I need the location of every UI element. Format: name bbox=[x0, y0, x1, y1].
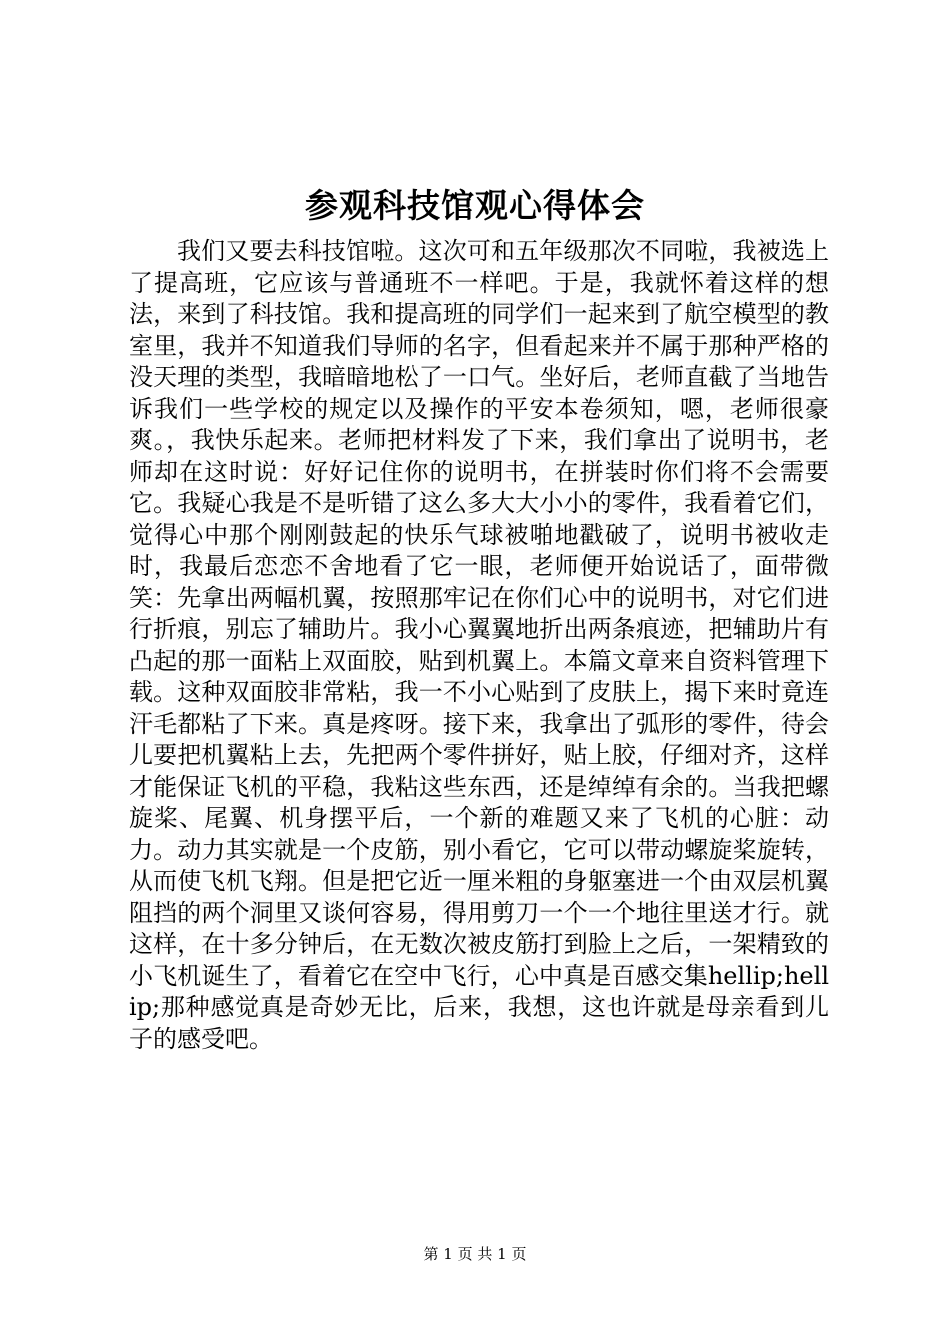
page-footer: 第 1 页 共 1 页 bbox=[423, 1245, 527, 1263]
body-paragraph: 我们又要去科技馆啦。这次可和五年级那次不同啦，我被选上了提高班，它应该与普通班不一样吧。于是，我就怀着这样的想法，来到了科技馆。我和提高班的同学们一起来到了航空模型的教室里，我并不知道我们导师的名字，但看起来并不属于那种严格的没天理的类型，我暗暗地松了一口气。坐好后，老师直截了当地告诉我们一些学校的规定以及操作的平安本卷须知，嗯，老师很豪爽。，我快乐起来。老师把材料发了下来，我们拿出了说明书，老师却在这时说：好好记住你的说明书，在拼装时你们将不会需要它。我疑心我是不是听错了这么多大大小小的零件，我看着它们，觉得心中那个刚刚鼓起的快乐气球被啪地戳破了，说明书被收走时，我最后恋恋不舍地看了它一眼，老师便开始说话了，面带微笑：先拿出两幅机翼，按照那牢记在你们心中的说明书，对它们进行折痕，别忘了辅助片。我小心翼翼地折出两条痕迹，把辅助片有凸起的那一面粘上双面胶，贴到机翼上。本篇文章来自资料管理下载。这种双面胶非常粘，我一不小心贴到了皮肤上，揭下来时竟连汗毛都粘了下来。真是疼呀。接下来，我拿出了弧形的零件，待会儿要把机翼粘上去，先把两个零件拼好，贴上胶，仔细对齐，这样才能保证飞机的平稳，我粘这些东西，还是绰绰有余的。当我把螺旋桨、尾翼、机身摆平后，一个新的难题又来了飞机的心脏：动力。动力其实就是一个皮筋，别小看它，它可以带动螺旋桨旋转，从而使飞机飞翔。但是把它近一厘米粗的身躯塞进一个由双层机翼阻挡的两个洞里又谈何容易，得用剪刀一个一个地往里送才行。就这样，在十多分钟后，在无数次被皮筋打到脸上之后，一架精致的小飞机诞生了，看着它在空中飞行，心中真是百感交集hellip;hellip;那种感觉真是奇妙无比，后来，我想，这也许就是母亲看到儿子的感受吧。 bbox=[129, 237, 829, 1053]
page-title: 参观科技馆观心得体会 bbox=[305, 186, 645, 225]
